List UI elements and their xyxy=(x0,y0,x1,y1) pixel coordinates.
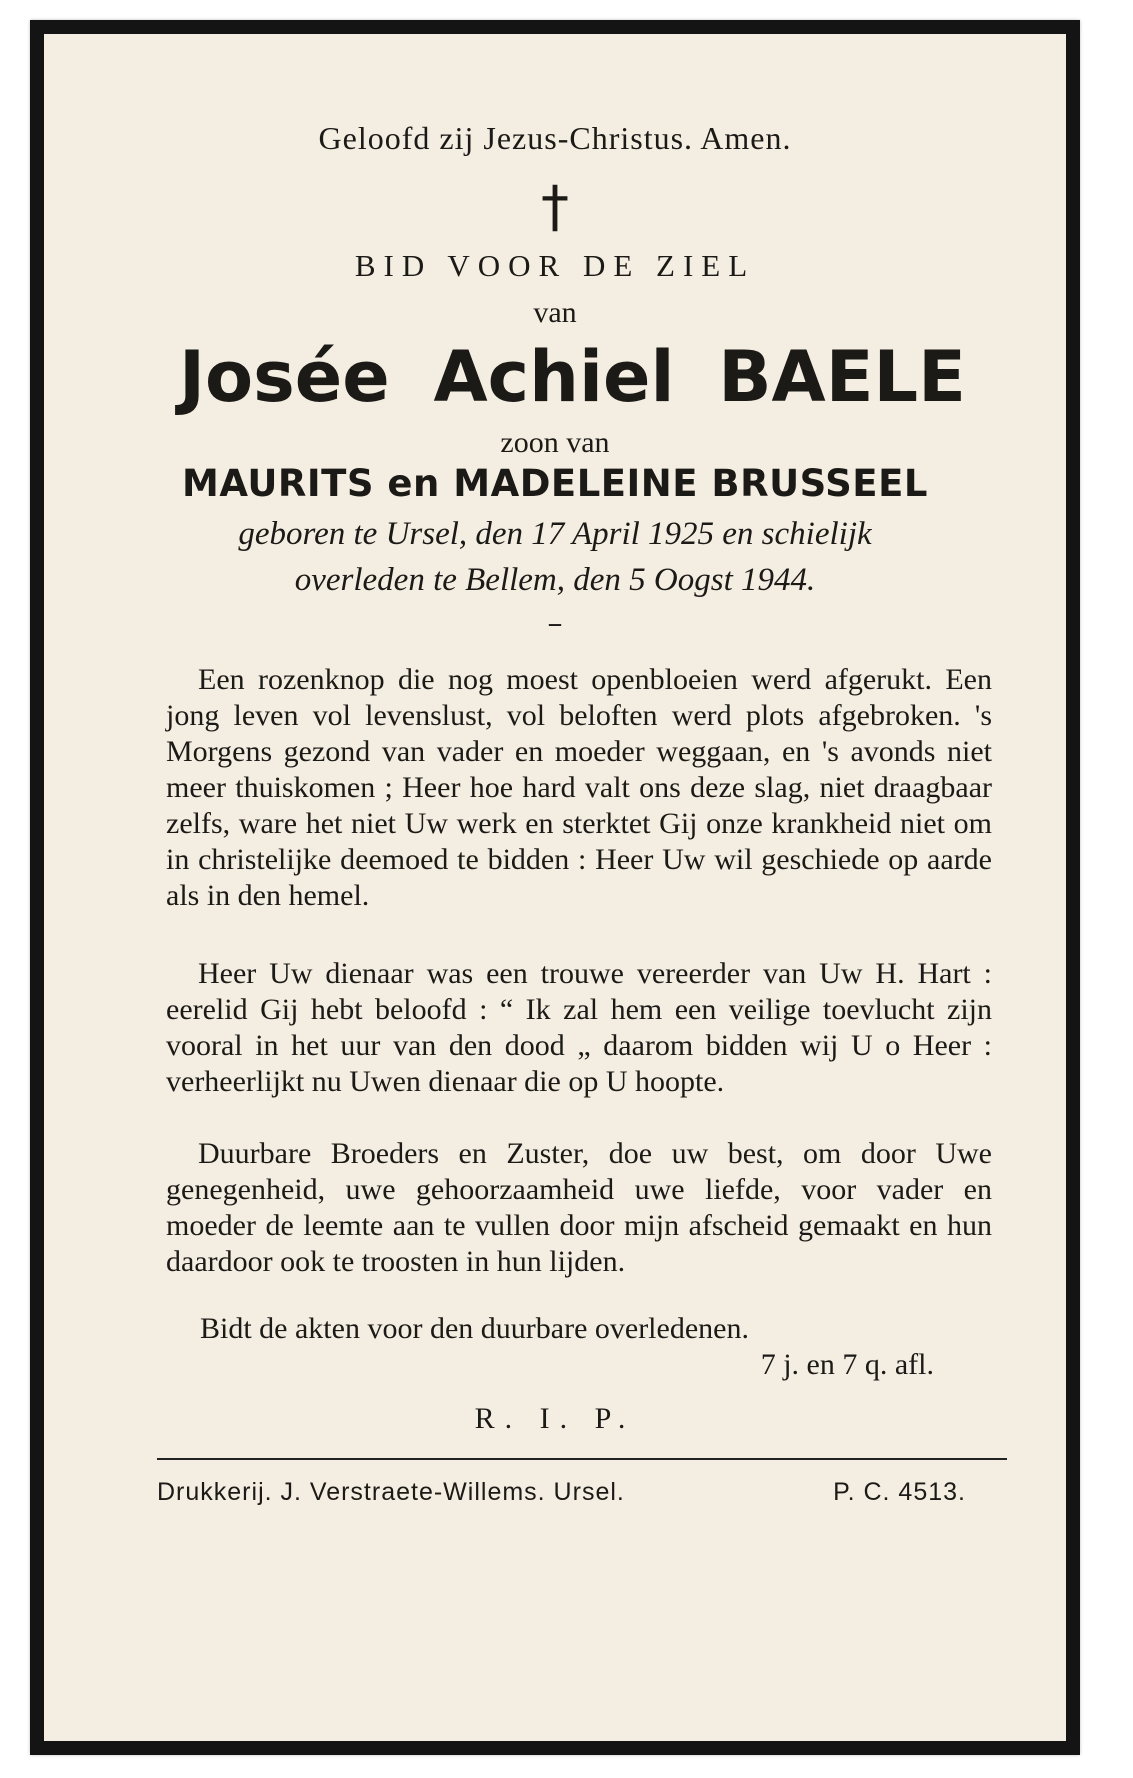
deceased-last-name: BAELE xyxy=(718,336,966,418)
birth-line: geboren te Ursel, den 17 April 1925 en schielijk xyxy=(238,516,872,552)
rip-line: R. I. P. xyxy=(474,1402,636,1435)
van-line: van xyxy=(533,296,577,329)
paragraph-sacred-heart-text: Heer Uw dienaar was een trouwe vereerder van Uw H. Hart : eerelid Gij hebt beloofd : “ Ik zal hem een veilige toevlucht zijn vooral in het uur van den dood „ daarom bidden wij U o Heer : verheerlijkt nu Uwen dienaar die op U hoopte. xyxy=(166,957,992,1098)
separator-dash: – xyxy=(547,606,563,641)
prayer-heading: BID VOOR DE ZIEL xyxy=(354,248,756,283)
death-line: overleden te Bellem, den 5 Oogst 1944. xyxy=(294,562,816,598)
paragraph-sacred-heart xyxy=(166,956,992,1100)
paragraph-siblings xyxy=(166,1136,992,1280)
deceased-middle-name: Achiel xyxy=(433,336,675,418)
cross-icon: † xyxy=(541,175,569,240)
praise-line: Geloofd zij Jezus-Christus. Amen. xyxy=(318,120,792,156)
indulgence-note: 7 j. en 7 q. afl. xyxy=(760,1348,934,1381)
paragraph-rosebud-text: Een rozenknop die nog moest openbloeien werd afgerukt. Een jong leven vol levenslust, vol beloften werd plots afgebroken. 's Morgens gezond van vader en moeder weggaan, en 's avonds niet meer thuiskomen ; Heer hoe hard valt ons deze slag, niet draagbaar zelfs, ware het niet Uw werk en sterktet Gij onze krankheid niet om in christelijke deemoed te bidden : Heer Uw wil geschiede op aarde als in den hemel. xyxy=(166,663,992,912)
printer-credit: Drukkerij. J. Verstraete-Willems. Ursel. xyxy=(157,1478,625,1506)
deceased-name xyxy=(179,336,966,418)
print-code: P. C. 4513. xyxy=(833,1478,966,1506)
footer-rule xyxy=(157,1458,1007,1460)
parents-names: MAURITS en MADELEINE BRUSSEEL xyxy=(182,462,928,505)
son-of-line: zoon van xyxy=(500,426,610,459)
card-content xyxy=(44,34,1066,1741)
deceased-first-name: Josée xyxy=(179,336,390,418)
paragraph-siblings-text: Duurbare Broeders en Zuster, doe uw best, om door Uwe genegenheid, uwe gehoorzaamheid uwe liefde, voor vader en moeder de leemte aan te vullen door mijn afscheid gemaakt en hun daardoor ook te troosten in hun lijden. xyxy=(166,1137,992,1278)
paragraph-rosebud xyxy=(166,662,992,914)
memorial-card xyxy=(30,20,1080,1755)
closing-prayer: Bidt de akten voor den duurbare overledenen. xyxy=(200,1312,749,1345)
